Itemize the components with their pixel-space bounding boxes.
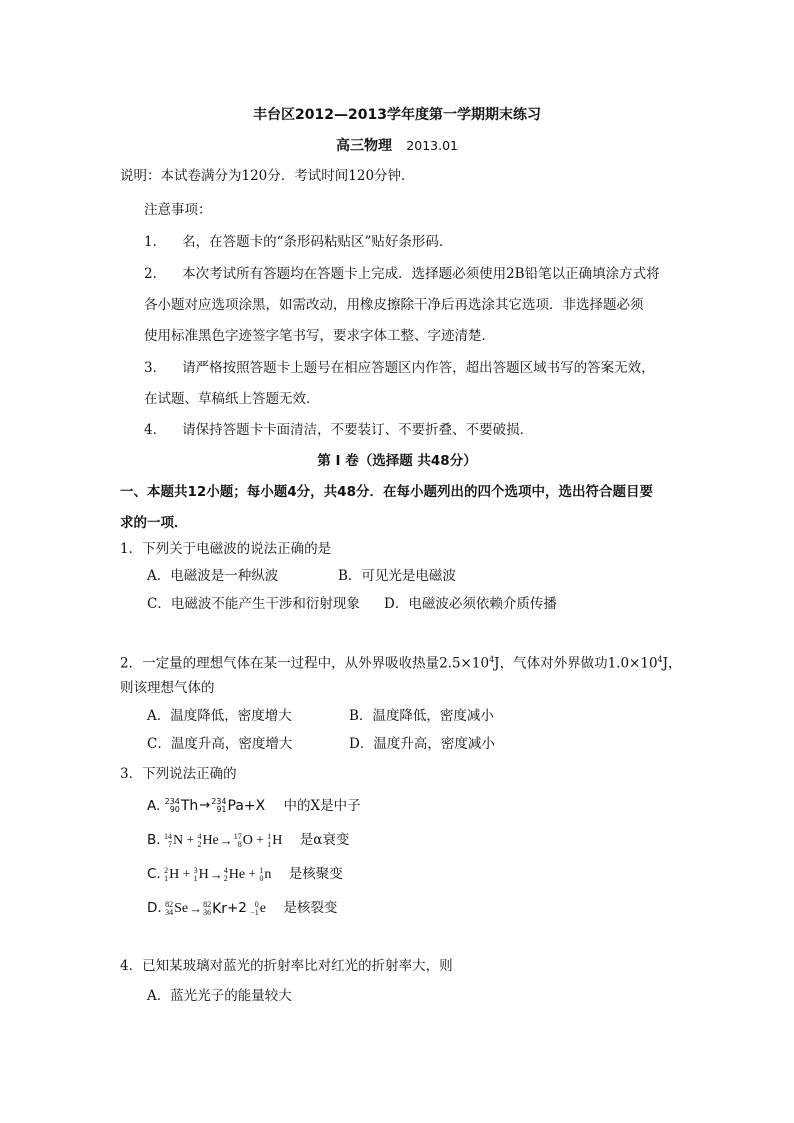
atomic-number: −1	[250, 908, 259, 918]
exam-subtitle	[0, 136, 794, 156]
mass-number: 1	[259, 866, 264, 876]
section-title: 第 I 卷（选择题 共48分）	[317, 453, 477, 469]
mass-number: 234	[164, 797, 180, 806]
q1-option-a: A．电磁波是一种纵波	[147, 568, 279, 584]
note-number: 2．	[144, 266, 167, 282]
option-label: C.	[147, 866, 161, 882]
note-text: 请保持答题卡卡面清洁，不要装订、不要折叠、不要破损．	[182, 422, 534, 438]
q2-option-c: C．温度升高，密度增大	[147, 736, 293, 752]
atomic-number: 8	[237, 840, 242, 850]
option-label: D.	[147, 900, 162, 916]
atomic-number: 90	[169, 805, 180, 814]
q1-stem: 1．下列关于电磁波的说法正确的是	[120, 541, 332, 557]
mass-number: 82	[203, 900, 212, 910]
element-symbol: H	[169, 867, 180, 883]
reaction-arrow: →	[199, 798, 211, 813]
mass-number: 0	[254, 900, 259, 910]
exam-intro: 说明：本试卷满分为120分．考试时间120分钟．	[120, 168, 415, 184]
element-symbol: Th	[180, 798, 199, 814]
atomic-number: 1	[164, 874, 169, 884]
q4-option-a: A．蓝光光子的能量较大	[147, 988, 292, 1004]
element-symbol: He	[202, 833, 219, 849]
notes-heading: 注意事项：	[144, 202, 212, 218]
mass-number: 4	[197, 832, 202, 842]
q2-option-a: A．温度降低，密度增大	[147, 708, 292, 724]
element-symbol: N	[172, 833, 184, 849]
note-3	[144, 358, 655, 378]
mass-number: 82	[165, 900, 174, 910]
subject-label: 高三物理	[336, 138, 392, 154]
nuclide-n	[164, 828, 183, 853]
mass-number: 2	[164, 866, 169, 876]
element-symbol: H	[272, 833, 283, 849]
note-2	[144, 264, 660, 284]
q2-stem-part-c: J，	[662, 655, 682, 672]
exam-date: 2013.01	[406, 138, 458, 153]
option-label: B.	[147, 832, 161, 848]
nuclide-h3	[194, 862, 209, 887]
note-4	[144, 420, 533, 440]
nuclide-kr	[203, 896, 227, 921]
element-symbol: e	[259, 901, 267, 917]
note-number: 3．	[144, 360, 167, 376]
nuclide-o	[234, 828, 253, 853]
q2-stem-cont: 则该理想气体的	[120, 680, 215, 696]
nuclide-pa	[211, 794, 265, 818]
mass-number: 4	[223, 866, 228, 876]
option-text: 是α衰变	[299, 832, 350, 848]
plus-sign: +	[182, 866, 191, 881]
atomic-number: 1	[193, 874, 198, 884]
q4-stem: 4．已知某玻璃对蓝光的折射率比对红光的折射率大，则	[120, 958, 453, 974]
mass-number: 14	[163, 832, 172, 842]
element-symbol: Pa+X	[227, 798, 266, 814]
note-2-cont-2: 使用标准黑色字迹签字笔书写，要求字体工整、字迹清楚．	[144, 328, 495, 344]
atomic-number: 2	[223, 874, 228, 884]
reaction-arrow: →	[209, 866, 223, 882]
option-text: 中的X是中子	[283, 798, 361, 814]
nuclide-neutron	[259, 862, 271, 887]
q1-option-d: D．电磁波必须依赖介质传播	[384, 596, 557, 612]
q3-option-b	[147, 828, 349, 853]
exam-title: 丰台区2012—2013学年度第一学期期末练习	[253, 107, 541, 123]
element-symbol: He	[228, 867, 246, 883]
note-text: 名，在答题卡的“条形码粘贴区”贴好条形码．	[182, 234, 453, 250]
note-number: 1．	[144, 234, 167, 250]
q3-option-c	[147, 862, 343, 887]
nuclide-se	[165, 896, 188, 921]
q2-option-b: B．温度降低，密度减小	[349, 708, 494, 724]
nuclide-electron	[250, 896, 266, 921]
q2-option-d: D．温度升高，密度减小	[349, 736, 495, 752]
atomic-number: 91	[216, 805, 227, 814]
q3-stem: 3．下列说法正确的	[120, 766, 237, 782]
mass-number: 3	[193, 866, 198, 876]
atomic-number: 2	[197, 840, 202, 850]
element-symbol: Kr	[212, 901, 227, 918]
q1-option-b: B．可见光是电磁波	[338, 568, 456, 584]
reaction-arrow: →	[189, 900, 203, 916]
plus-sign: +	[256, 832, 264, 847]
note-number: 4．	[144, 422, 167, 438]
element-symbol: n	[264, 867, 272, 883]
mass-number: 1	[267, 832, 272, 842]
part1-instructions: 一、本题共12小题；每小题4分，共48分．在每小题列出的四个选项中，选出符合题目要	[120, 484, 653, 500]
q3-option-a	[147, 794, 361, 818]
nuclide-he	[224, 862, 245, 887]
q2-exponent-2: 4	[657, 655, 663, 664]
q1-option-c: C．电磁波不能产生干涉和衍射现象	[147, 596, 360, 612]
nuclide-h2	[164, 862, 179, 887]
mass-number: 17	[233, 832, 242, 842]
atomic-number: 1	[267, 840, 272, 850]
option-text: 是核裂变	[283, 900, 338, 916]
element-symbol: O	[242, 833, 253, 849]
reaction-arrow: →	[219, 832, 233, 848]
note-text: 请严格按照答题卡上题号在相应答题区内作答，超出答题区域书写的答案无效，	[182, 360, 655, 376]
option-text: 是核聚变	[288, 866, 343, 882]
plus-sign: +	[186, 832, 195, 847]
q3-option-d	[147, 896, 337, 921]
coefficient: +2	[227, 900, 247, 916]
atomic-number: 34	[165, 908, 174, 918]
plus-sign: +	[248, 866, 257, 881]
atomic-number: 7	[167, 840, 172, 850]
atomic-number: 36	[203, 908, 212, 918]
q2-exponent-1: 4	[489, 655, 495, 664]
option-label: A.	[147, 798, 161, 814]
element-symbol: Se	[174, 901, 189, 917]
note-2-cont-1: 各小题对应选项涂黑，如需改动，用橡皮擦除干净后再选涂其它选项．非选择题必须	[144, 297, 644, 313]
mass-number: 234	[211, 797, 227, 806]
note-3-cont-1: 在试题、草稿纸上答题无效．	[144, 391, 320, 407]
q2-stem	[120, 650, 682, 674]
nuclide-h	[267, 828, 282, 853]
q2-stem-part-a: 2．一定量的理想气体在某一过程中，从外界吸收热量2.5×10	[120, 655, 490, 672]
atomic-number: 0	[259, 874, 264, 884]
nuclide-he	[197, 828, 218, 853]
note-1	[144, 232, 452, 252]
part1-instructions-cont: 求的一项．	[120, 515, 188, 531]
note-text: 本次考试所有答题均在答题卡上完成．选择题必须使用2B铅笔以正确填涂方式将	[182, 266, 660, 282]
element-symbol: H	[198, 867, 209, 883]
nuclide-th	[165, 794, 199, 818]
q2-stem-part-b: J，气体对外界做功1.0×10	[494, 655, 658, 672]
